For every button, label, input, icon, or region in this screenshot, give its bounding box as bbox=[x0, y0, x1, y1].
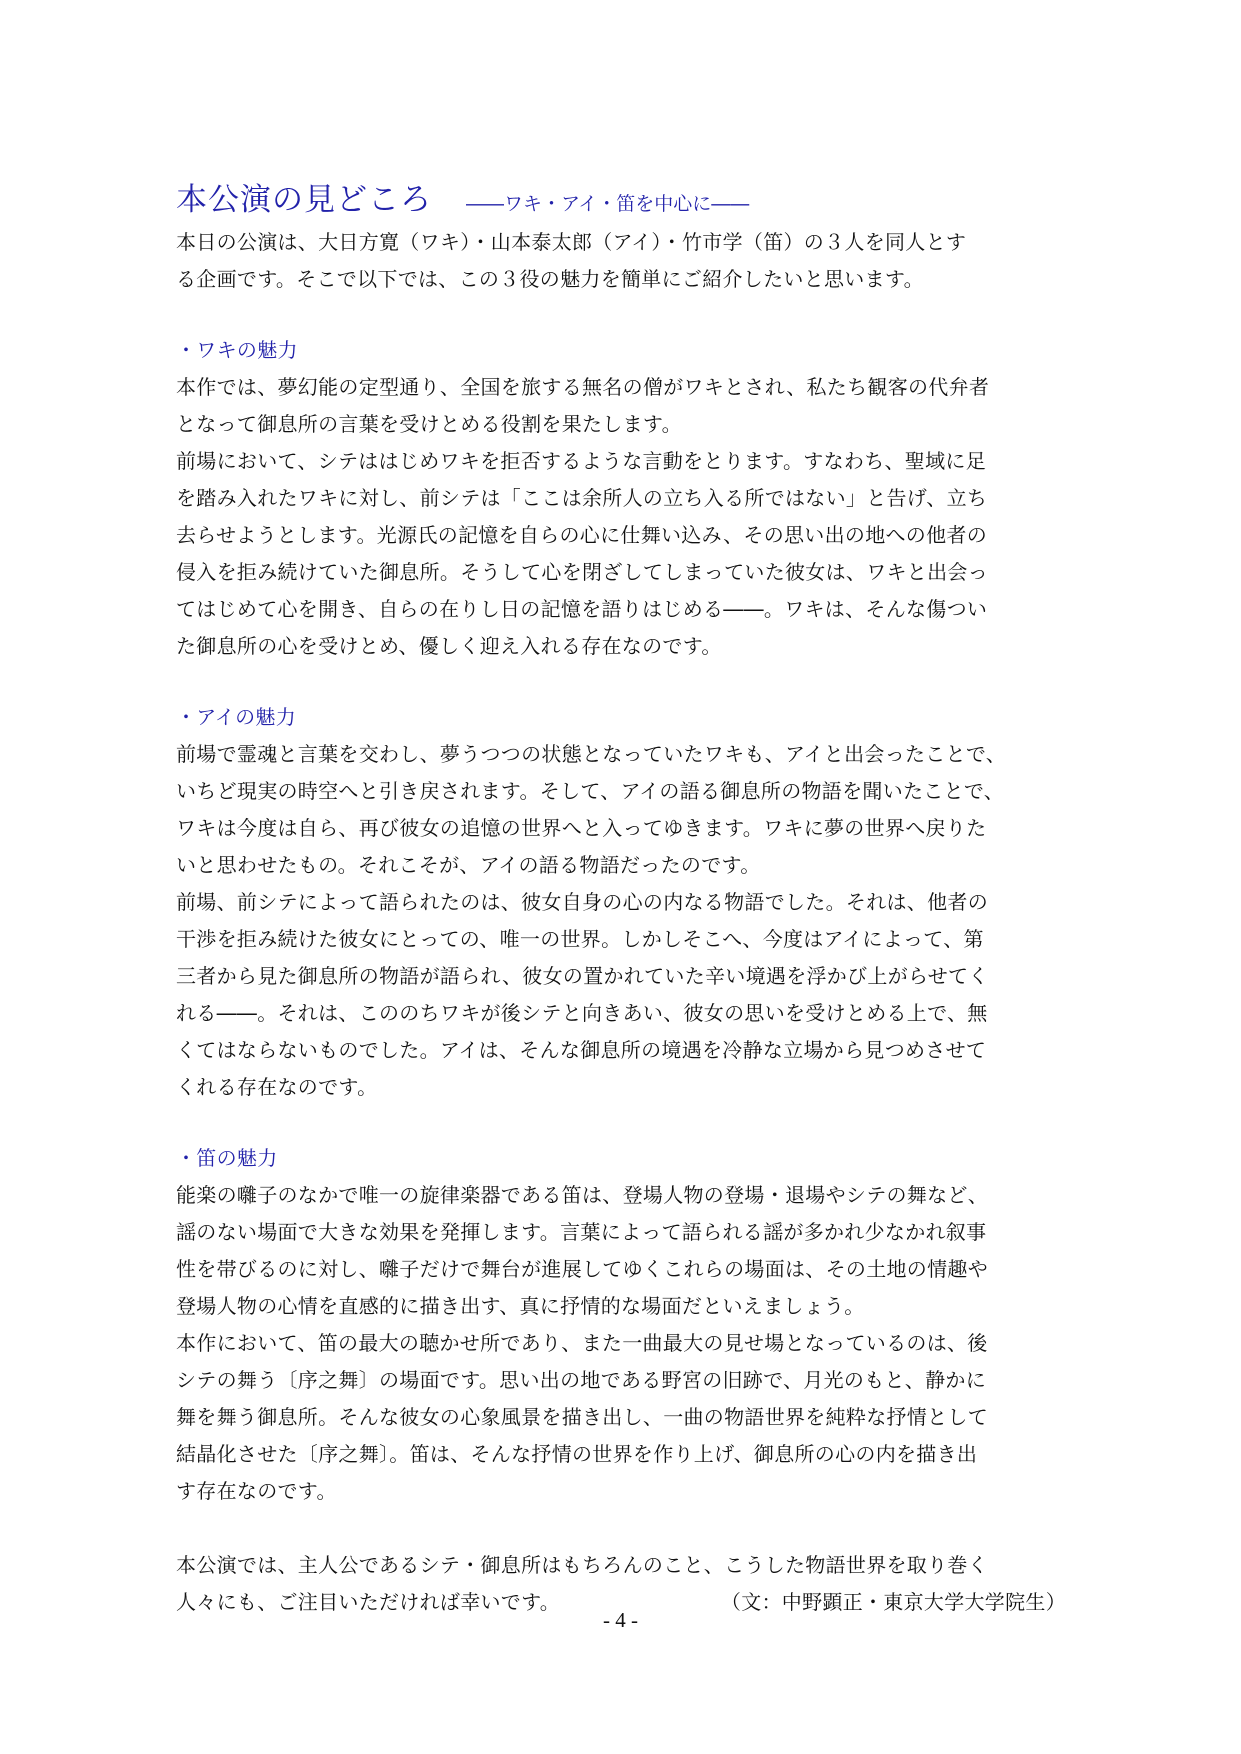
text-line: 本日の公演は、大日方寛（ワキ）・山本泰太郎（アイ）・竹市学（笛）の３人を同人とす bbox=[176, 230, 967, 254]
text-line: た御息所の心を受けとめ、優しく迎え入れる存在なのです。 bbox=[176, 634, 722, 658]
text-line: 謡のない場面で大きな効果を発揮します。言葉によって語られる謡が多かれ少なかれ叙事 bbox=[176, 1220, 987, 1244]
text-line: 結晶化させた〔序之舞〕。笛は、そんな抒情の世界を作り上げ、御息所の心の内を描き出 bbox=[176, 1442, 978, 1466]
text-line: となって御息所の言葉を受けとめる役割を果たします。 bbox=[176, 412, 682, 436]
text-line: 前場、前シテによって語られたのは、彼女自身の心の内なる物語でした。それは、他者の bbox=[176, 890, 988, 914]
text-line: ワキは今度は自ら、再び彼女の追憶の世界へと入ってゆきます。ワキに夢の世界へ戻りた bbox=[176, 816, 987, 840]
section-fue bbox=[176, 1140, 1066, 1510]
page-title: 本公演の見どころ bbox=[176, 182, 432, 218]
text-line: てはじめて心を開き、自らの在りし日の記憶を語りはじめる――。ワキは、そんな傷つい bbox=[176, 597, 988, 621]
text-line: 干渉を拒み続けた彼女にとっての、唯一の世界。しかしそこへ、今度はアイによって、第 bbox=[176, 927, 984, 951]
article bbox=[176, 174, 1066, 1621]
text-line: 能楽の囃子のなかで唯一の旋律楽器である笛は、登場人物の登場・退場やシテの舞など、 bbox=[176, 1183, 988, 1207]
text-line: 登場人物の心情を直感的に描き出す、真に抒情的な場面だといえましょう。 bbox=[176, 1294, 865, 1318]
author-credit: （文：中野顕正・東京大学大学院生） bbox=[720, 1590, 1066, 1614]
text-line: る企画です。そこで以下では、この３役の魅力を簡単にご紹介したいと思います。 bbox=[176, 267, 924, 291]
text-line: 性を帯びるのに対し、囃子だけで舞台が進展してゆくこれらの場面は、その土地の情趣や bbox=[176, 1257, 988, 1281]
text-line: くれる存在なのです。 bbox=[176, 1075, 378, 1099]
text-line: 侵入を拒み続けていた御息所。そうして心を閉ざしてしまっていた彼女は、ワキと出会っ bbox=[176, 560, 988, 584]
text-line: 三者から見た御息所の物語が語られ、彼女の置かれていた辛い境遇を浮かび上がらせてく bbox=[176, 964, 989, 988]
intro-paragraph bbox=[176, 224, 1066, 298]
text-line: 去らせようとします。光源氏の記憶を自らの心に仕舞い込み、その思い出の地への他者の bbox=[176, 523, 987, 547]
text-line: くてはならないものでした。アイは、そんな御息所の境遇を冷静な立場から見つめさせて bbox=[176, 1038, 987, 1062]
text-line: れる――。それは、こののちワキが後シテと向きあい、彼女の思いを受けとめる上で、無 bbox=[176, 1001, 988, 1025]
text-line: いちど現実の時空へと引き戻されます。そして、アイの語る御息所の物語を聞いたことで、 bbox=[176, 779, 1005, 803]
text-line: 本作において、笛の最大の聴かせ所であり、また一曲最大の見せ場となっているのは、後 bbox=[176, 1331, 988, 1355]
text-line: を踏み入れたワキに対し、前シテは「ここは余所人の立ち入る所ではない」と告げ、立ち bbox=[176, 486, 988, 510]
text-line: 本作では、夢幻能の定型通り、全国を旅する無名の僧がワキとされ、私たち観客の代弁者 bbox=[176, 375, 990, 399]
section-heading: ・ワキの魅力 bbox=[176, 338, 298, 362]
text-line: 舞を舞う御息所。そんな彼女の心象風景を描き出し、一曲の物語世界を純粋な抒情として bbox=[176, 1405, 988, 1429]
text-line: シテの舞う〔序之舞〕の場面です。思い出の地である野宮の旧跡で、月光のもと、静かに bbox=[176, 1368, 986, 1392]
text-line: 前場において、シテははじめワキを拒否するような言動をとります。すなわち、聖域に足 bbox=[176, 449, 986, 473]
text-line: 本公演では、主人公であるシテ・御息所はもちろんのこと、こうした物語世界を取り巻く bbox=[176, 1553, 988, 1577]
section-waki bbox=[176, 332, 1066, 665]
text-line: いと思わせたもの。それこそが、アイの語る物語だったのです。 bbox=[176, 853, 761, 877]
page-subtitle: ――ワキ・アイ・笛を中心に―― bbox=[466, 193, 750, 215]
title-row bbox=[176, 174, 1066, 222]
section-heading: ・笛の魅力 bbox=[176, 1146, 278, 1170]
text-line: す存在なのです。 bbox=[176, 1479, 337, 1503]
page-number: - 4 - bbox=[603, 1608, 638, 1632]
section-ai bbox=[176, 699, 1066, 1106]
closing-text: 人々にも、ご注目いただければ幸いです。 bbox=[176, 1590, 561, 1614]
section-heading: ・アイの魅力 bbox=[176, 705, 296, 729]
text-line: 前場で霊魂と言葉を交わし、夢うつつの状態となっていたワキも、アイと出会ったことで、 bbox=[176, 742, 1007, 766]
